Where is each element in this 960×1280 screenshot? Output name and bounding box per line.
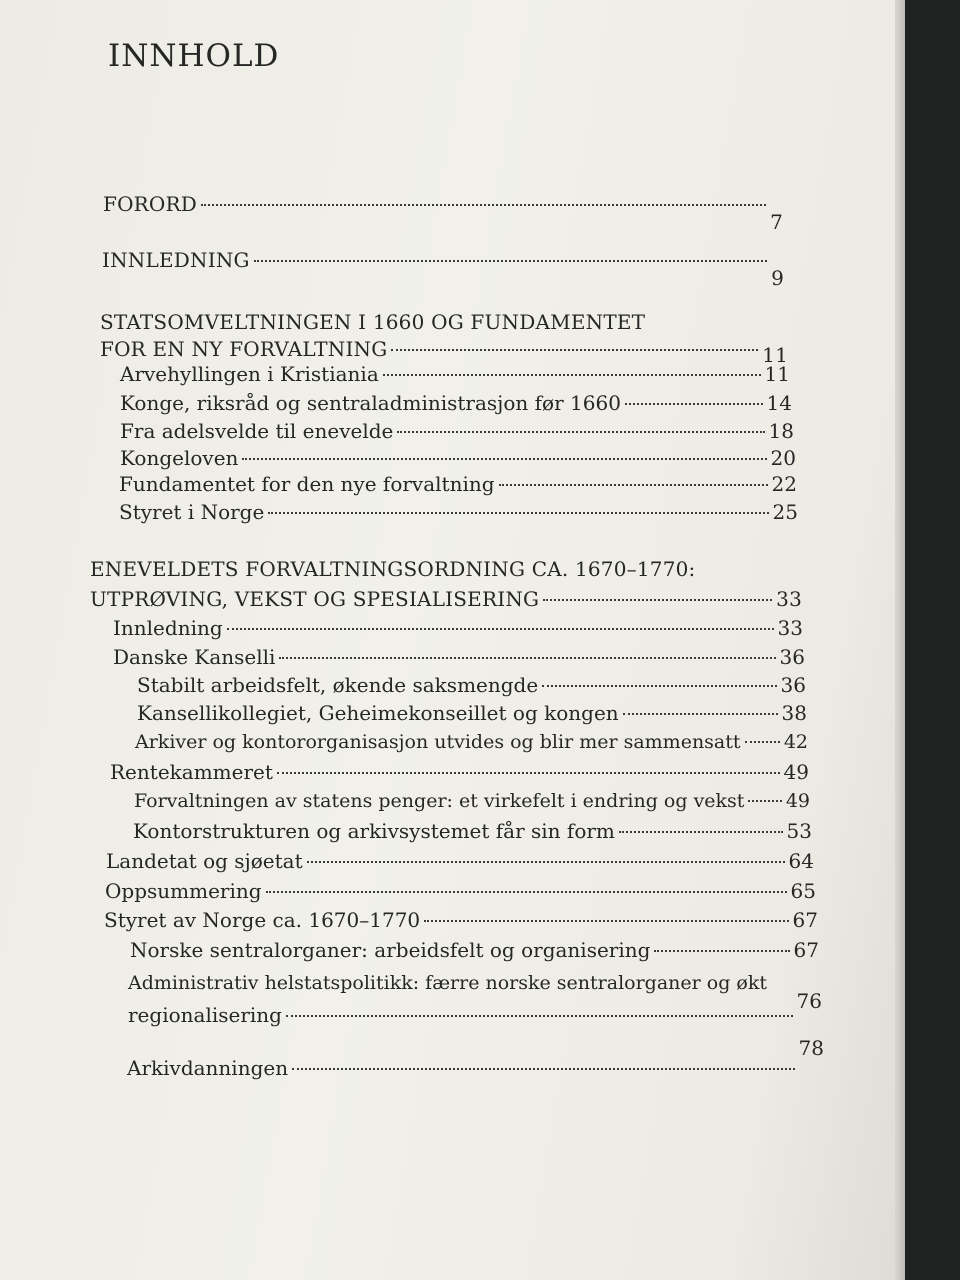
toc-title: INNLEDNING bbox=[102, 248, 250, 272]
page-edge bbox=[895, 0, 905, 1280]
toc-title: Kongeloven bbox=[120, 446, 239, 470]
toc-page-number: 11 bbox=[762, 343, 788, 367]
dot-leader bbox=[286, 1014, 793, 1017]
dot-leader bbox=[227, 627, 774, 630]
toc-page-number: 36 bbox=[779, 645, 805, 669]
dot-leader bbox=[254, 259, 767, 262]
toc-title: Styret i Norge bbox=[119, 500, 265, 524]
toc-title: Danske Kanselli bbox=[113, 645, 276, 669]
toc-title: Rentekammeret bbox=[110, 760, 273, 784]
toc-title: Arkivdanningen bbox=[127, 1056, 289, 1080]
dot-leader bbox=[499, 483, 768, 486]
dot-leader bbox=[625, 402, 763, 405]
toc-title: Arkiver og kontororganisasjon utvides og blir mer sammensatt bbox=[135, 731, 741, 753]
toc-title: Fundamentet for den nye forvaltning bbox=[119, 472, 495, 496]
toc-page-number: 42 bbox=[783, 731, 808, 753]
toc-page-number: 11 bbox=[764, 362, 790, 386]
toc-page-number: 33 bbox=[777, 616, 803, 640]
toc-page-number: 64 bbox=[788, 849, 814, 873]
dot-leader bbox=[654, 949, 789, 952]
toc-page-number: 14 bbox=[766, 391, 792, 415]
toc-page-number: 49 bbox=[783, 760, 809, 784]
dot-leader bbox=[201, 203, 766, 206]
dot-leader bbox=[397, 430, 764, 433]
toc-page-number: 9 bbox=[771, 266, 784, 290]
dot-leader bbox=[542, 684, 776, 687]
dot-leader bbox=[623, 712, 778, 715]
toc-title-line1: ENEVELDETS FORVALTNINGSORDNING CA. 1670–1770: bbox=[90, 557, 696, 581]
toc-title: Arvehyllingen i Kristiania bbox=[120, 362, 379, 386]
toc-page-number: 65 bbox=[790, 879, 816, 903]
dot-leader bbox=[424, 919, 788, 922]
toc-title: UTPRØVING, VEKST OG SPESIALISERING bbox=[90, 587, 540, 611]
toc-page-number: 49 bbox=[785, 790, 810, 812]
toc-page-number: 20 bbox=[770, 446, 796, 470]
toc-page-number: 33 bbox=[776, 587, 802, 611]
toc-title-line1: STATSOMVELTNINGEN I 1660 OG FUNDAMENTET bbox=[100, 310, 646, 334]
dot-leader bbox=[242, 457, 766, 460]
toc-title: Fra adelsvelde til enevelde bbox=[120, 419, 394, 443]
toc-title-line1: Administrativ helstatspolitikk: færre norske sentralorganer og økt bbox=[128, 972, 768, 994]
toc-title: FOR EN NY FORVALTNING bbox=[100, 337, 388, 361]
toc-title: Stabilt arbeidsfelt, økende saksmengde bbox=[137, 673, 539, 697]
toc-page-number: 78 bbox=[798, 1036, 824, 1060]
dot-leader bbox=[619, 830, 783, 833]
toc-title: Konge, riksråd og sentraladministrasjon før 1660 bbox=[120, 391, 621, 415]
toc-title: Oppsummering bbox=[105, 879, 262, 903]
dot-leader bbox=[391, 348, 758, 351]
toc-page-number: 36 bbox=[780, 673, 806, 697]
toc-title: FORORD bbox=[103, 192, 198, 216]
toc-page-number: 53 bbox=[786, 819, 812, 843]
toc-title: Forvaltningen av statens penger: et virkefelt i endring og vekst bbox=[134, 790, 745, 812]
toc-page-number: 7 bbox=[770, 210, 783, 234]
toc-title: Kansellikollegiet, Geheimekonseillet og kongen bbox=[137, 701, 619, 725]
dot-leader bbox=[277, 771, 780, 774]
dot-leader bbox=[307, 860, 785, 863]
toc-title: Kontorstrukturen og arkivsystemet får sin form bbox=[133, 819, 615, 843]
toc-page-number: 67 bbox=[792, 908, 818, 932]
toc-page-number: 22 bbox=[771, 472, 797, 496]
dot-leader bbox=[748, 799, 781, 802]
dot-leader bbox=[383, 373, 761, 376]
toc-page-number: 67 bbox=[793, 938, 819, 962]
dot-leader bbox=[279, 656, 775, 659]
dot-leader bbox=[745, 740, 780, 743]
dot-leader bbox=[543, 598, 772, 601]
toc-page-number: 18 bbox=[768, 419, 794, 443]
toc-title: Styret av Norge ca. 1670–1770 bbox=[104, 908, 421, 932]
toc-title: regionalisering bbox=[128, 1003, 282, 1027]
toc-page-number: 38 bbox=[781, 701, 807, 725]
dot-leader bbox=[268, 511, 768, 514]
dot-leader bbox=[266, 890, 787, 893]
dot-leader bbox=[292, 1067, 794, 1070]
book-cover-edge bbox=[905, 0, 960, 1280]
toc-page-number: 76 bbox=[796, 989, 822, 1013]
page-heading: INNHOLD bbox=[108, 38, 280, 74]
toc-title: Landetat og sjøetat bbox=[106, 849, 303, 873]
toc-page-number: 25 bbox=[772, 500, 798, 524]
toc-title: Norske sentralorganer: arbeidsfelt og organisering bbox=[130, 938, 651, 962]
toc-title: Innledning bbox=[113, 616, 223, 640]
